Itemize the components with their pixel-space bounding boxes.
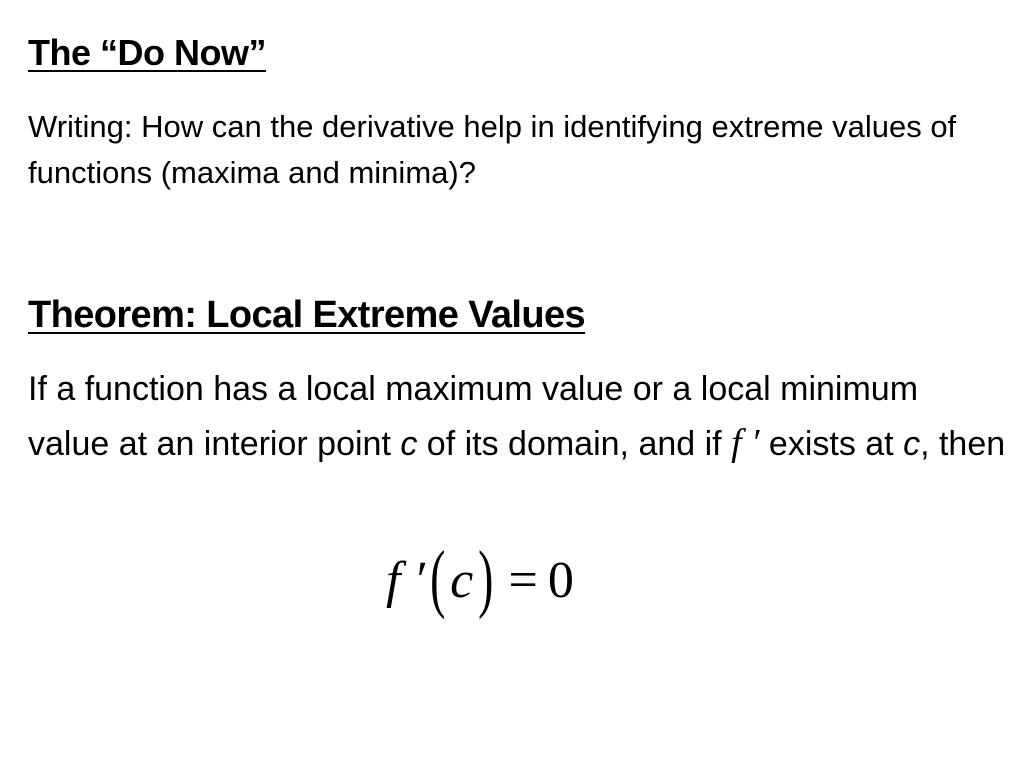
variable-c: c xyxy=(400,425,418,463)
theorem-text-1: If a function has a local maximum value or a local minimum value at an interior point xyxy=(28,370,919,463)
theorem-heading: Theorem: Local Extreme Values xyxy=(28,294,586,336)
equation-equals: = xyxy=(508,552,538,609)
equation-open-paren: ( xyxy=(429,536,446,620)
equation-argument: c xyxy=(450,552,474,609)
theorem-text-2: of its domain, and if xyxy=(417,425,732,463)
equation-value: 0 xyxy=(547,552,574,609)
f-prime-symbol: f ′ xyxy=(731,422,760,464)
do-now-heading: The “Do Now” xyxy=(28,32,266,73)
equation-function: f ′ xyxy=(386,552,425,609)
derivative-equation xyxy=(386,538,574,621)
equation-close-paren: ) xyxy=(478,536,494,620)
theorem-text-4: , then xyxy=(920,425,1006,463)
theorem-text-3: exists at xyxy=(768,425,904,463)
theorem-statement xyxy=(28,362,1008,471)
variable-c: c xyxy=(903,425,921,463)
writing-prompt: Writing: How can the derivative help in identifying extreme values of functions (maxima and minima)? xyxy=(28,109,957,190)
